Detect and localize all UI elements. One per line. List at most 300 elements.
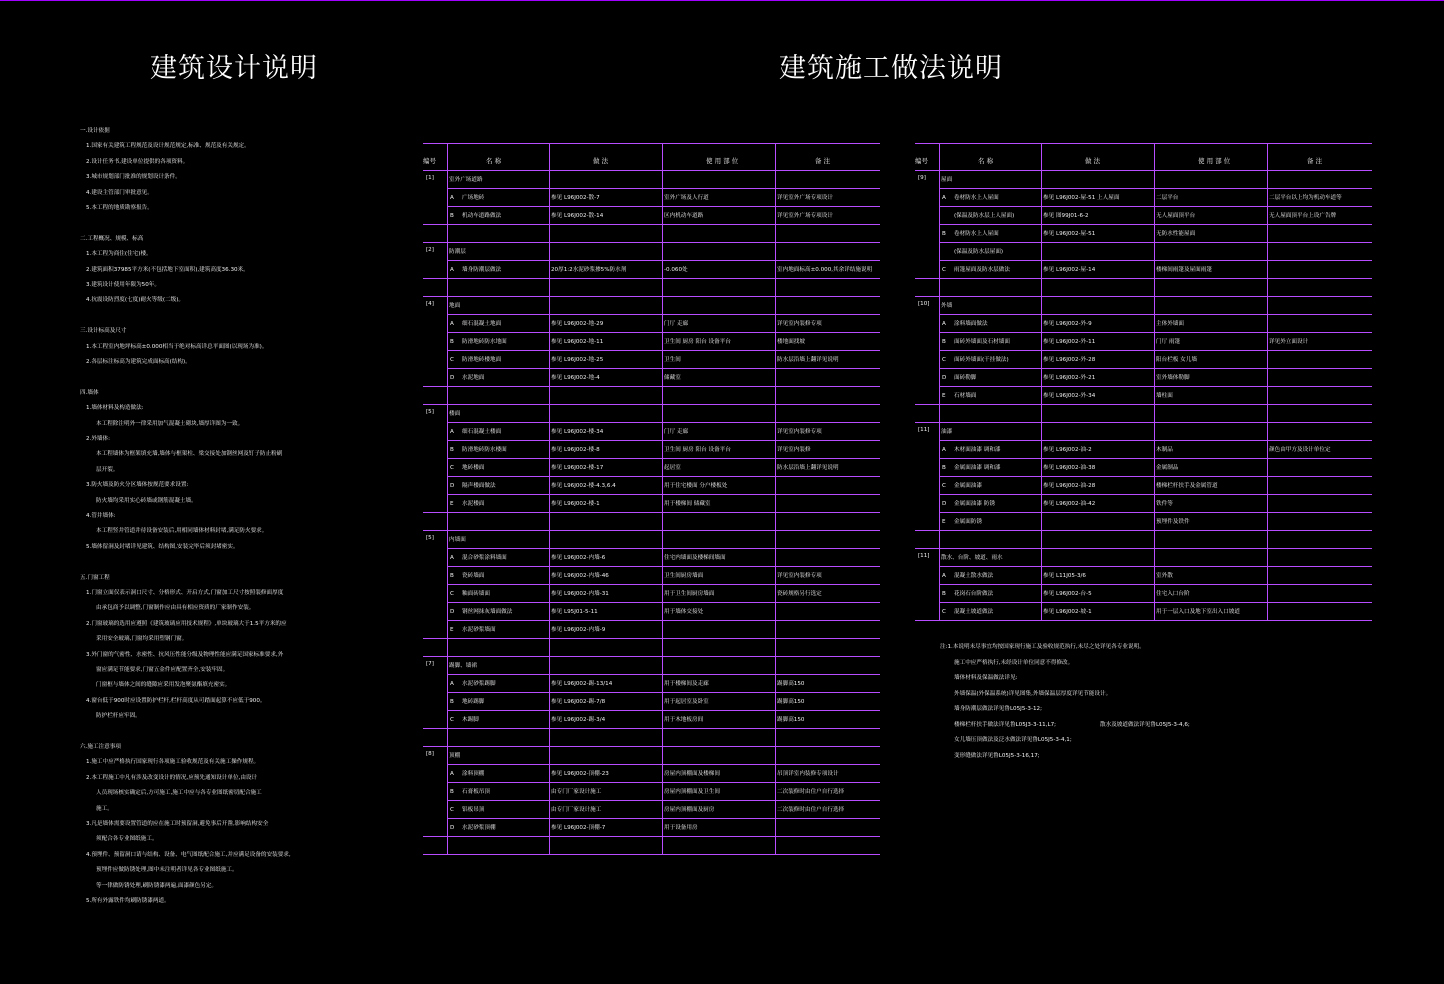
cell-method: 参见 L96J002-楼-17 <box>551 465 604 471</box>
design-note-line: 5.墙体留洞及封堵详见建筑、结构图,安装完毕后须封堵密实。 <box>86 543 239 550</box>
cell-letter: C <box>450 357 454 363</box>
design-note-line: 3.建筑设计使用年限为50年。 <box>86 282 160 288</box>
cell-name: 水泥砂浆顶棚 <box>462 825 496 831</box>
row-line <box>447 764 880 765</box>
cell-name: 涂料墙面做法 <box>954 321 988 327</box>
cell-method: 参见 L96J002-顶棚-23 <box>551 771 609 777</box>
table-top-line <box>423 143 880 144</box>
cell-usage: 用于木地板房间 <box>664 717 704 723</box>
row-line <box>939 458 1372 459</box>
cell-letter: A <box>450 195 454 201</box>
row-line <box>939 314 1372 315</box>
cell-method: 参见 L96J002-散-7 <box>551 195 600 201</box>
cell-method: 参见 L96J002-外-9 <box>1043 321 1092 327</box>
cell-usage: 用于一层入口及地下室出入口坡道 <box>1156 609 1240 615</box>
cell-letter: B <box>450 213 454 219</box>
cell-letter: B <box>942 591 946 597</box>
row-line <box>447 476 880 477</box>
design-note-line: 本工程竖井管道井待设备安装后,用相同墙体材料封堵,满足防火要求。 <box>96 528 268 535</box>
cell-usage: 用于卫生间厨房墙面 <box>664 591 715 597</box>
section-title: 地面 <box>449 303 461 309</box>
cell-name: 混凝土散水做法 <box>954 573 994 579</box>
row-line <box>939 350 1372 351</box>
row-line <box>939 206 1372 207</box>
cell-method: 参见 L96J002-楼-4.3,6.4 <box>551 483 616 489</box>
section-title: 内墙面 <box>449 537 466 543</box>
cell-name: 地砖踢脚 <box>462 699 485 705</box>
cell-letter: D <box>942 501 947 507</box>
design-note-line: 本工程除注明外一律采用加气混凝土砌块,墙厚详图为一致。 <box>96 420 244 427</box>
cell-note: 详见室内装修专项 <box>777 429 822 435</box>
cell-note: 楼地面找坡 <box>777 339 805 345</box>
cell-name: 金属面油漆 <box>954 483 982 489</box>
design-note-line: 2.设计任务书,建设单位提供的各项资料。 <box>86 158 189 165</box>
cell-method: 参见 L96J002-外-21 <box>1043 375 1096 381</box>
section-number: [7] <box>426 661 434 667</box>
cell-letter: B <box>450 789 454 795</box>
cell-letter: C <box>942 609 946 615</box>
cell-method: 参见 图99J01-6-2 <box>1043 213 1089 219</box>
cell-method: 参见 L96J002-踢-7/8 <box>551 699 606 705</box>
table-header-0: 编号 <box>423 157 436 165</box>
cell-name: 石膏板吊顶 <box>462 789 490 795</box>
cell-name: 卷材防水上人屋面 <box>954 231 999 237</box>
cell-letter: A <box>450 681 454 687</box>
cell-note: 踢脚高150 <box>777 717 805 723</box>
cell-method: 参见 L96J002-地-25 <box>551 357 604 363</box>
design-note-line: 四.墙体 <box>80 389 99 396</box>
cell-name: 钢丝网抹灰墙面做法 <box>462 609 513 615</box>
cell-usage: 室外散 <box>1156 573 1173 579</box>
row-line <box>939 332 1372 333</box>
cell-method: 参见 L96J002-坡-1 <box>1043 609 1092 615</box>
row-line <box>915 548 1372 549</box>
cell-usage: 卫生间 厨房 阳台 设备平台 <box>664 339 731 345</box>
row-line <box>915 530 1372 531</box>
cell-note: 防水层沿墙上翻详见说明 <box>777 357 839 363</box>
cell-name: 广场地砖 <box>462 195 485 201</box>
design-note-line: 预埋件应做防锈处理,图中未注明者详见各专业图纸施工。 <box>96 867 238 874</box>
cell-method: 参见 L96J002-踢-3/4 <box>551 717 606 723</box>
row-line <box>423 728 880 729</box>
cell-name: 面砖勒脚 <box>954 375 977 381</box>
cell-name: 混凝土坡道做法 <box>954 609 994 615</box>
row-line <box>447 260 880 261</box>
cell-usage: 用于墙体交接处 <box>664 609 704 615</box>
row-line <box>447 368 880 369</box>
table-top-line <box>915 143 1372 144</box>
cell-letter: A <box>942 573 946 579</box>
design-note-line: 4.管井墙体: <box>86 513 116 519</box>
cell-usage: 阳台栏板 女儿墙 <box>1156 357 1197 363</box>
row-line <box>939 224 1372 225</box>
row-line <box>939 386 1372 387</box>
cell-method: 参见 L11J05-3/6 <box>1043 573 1086 579</box>
row-line <box>447 458 880 459</box>
cell-usage: 用于楼梯间 储藏室 <box>664 501 711 507</box>
construction-methods-title: 建筑施工做法说明 <box>779 53 1003 84</box>
cell-name: 水泥地面 <box>462 375 485 381</box>
cell-usage: 卫生间厨房墙面 <box>664 573 704 579</box>
row-line <box>915 620 1372 621</box>
design-note-line: 4.窗台低于900时应设置防护栏杆,栏杆高度从可踏面起算不应低于900。 <box>86 697 266 704</box>
row-line <box>447 314 880 315</box>
row-line <box>447 548 880 549</box>
cell-method: 参见 L95J01-5-11 <box>551 609 598 615</box>
row-line <box>423 224 880 225</box>
cell-name: 金属面油漆 调和漆 <box>954 465 1001 471</box>
row-line <box>939 188 1372 189</box>
cell-letter: D <box>450 609 455 615</box>
cell-usage: 门厅 走廊 <box>664 429 689 435</box>
design-note-line: 1.施工中应严格执行国家现行各项施工验收规范及有关施工操作规程。 <box>86 759 260 766</box>
remark-line: 注:1.本说明未尽事宜均按国家现行施工及验收规范执行,未尽之处详见各专业说明。 <box>940 644 1145 650</box>
section-number: [10] <box>918 301 930 307</box>
cell-name: 石材墙面 <box>954 393 977 399</box>
section-number: [11] <box>918 427 930 433</box>
cell-letter: B <box>942 231 946 237</box>
cell-usage: 铁件等 <box>1156 501 1173 507</box>
cell-usage: 房屋内顶棚面及卫生间 <box>664 789 720 795</box>
cell-note: 二次装修时由住户自行选择 <box>777 789 845 795</box>
cell-note: 吊顶详室内装修专项设计 <box>777 771 839 777</box>
cell-method: 参见 L96J002-地-4 <box>551 375 600 381</box>
cell-note: 详见室内装修专项 <box>777 573 822 579</box>
design-note-line: 3.外门窗的气密性、水密性、抗风压性能分级及物理性能应满足国家标准要求,外 <box>86 651 284 658</box>
section-number: [2] <box>426 247 434 253</box>
cell-letter: B <box>450 573 454 579</box>
cell-letter: E <box>450 501 454 507</box>
cell-name: 墙身防潮层做法 <box>462 267 502 273</box>
cell-letter: E <box>450 627 454 633</box>
row-line <box>915 422 1372 423</box>
design-note-line: 2.本工程施工中凡有涉及改变设计的情况,应预先通知设计单位,由设计 <box>86 774 258 781</box>
cell-method: 参见 L96J002-屋-14 <box>1043 267 1096 273</box>
cell-method: 参见 L96J002-地-11 <box>551 339 604 345</box>
cell-method: 参见 L96J002-油-42 <box>1043 501 1096 507</box>
row-line <box>447 188 880 189</box>
cell-usage: 楼梯间雨篷及屋面雨篷 <box>1156 267 1212 273</box>
cell-note: 室内地面标高±0.000,其余详结施说明 <box>777 267 873 273</box>
cell-usage: 二层平台 <box>1156 195 1179 201</box>
table-header-3: 使 用 部 位 <box>1198 157 1231 165</box>
cell-letter: C <box>450 807 454 813</box>
design-note-line: 等一律做防锈处理,刷防锈漆两遍,面漆颜色另定。 <box>96 882 218 889</box>
cell-letter: B <box>942 465 946 471</box>
design-note-line: 4.预埋件、预留洞口请与结构、设备、电气图纸配合施工,并应满足设备的安装要求, <box>86 851 291 858</box>
cell-usage: 用于设备用房 <box>664 825 698 831</box>
design-note-line: 1.墙体材料及构造做法: <box>86 405 144 412</box>
table-header-line <box>915 170 1372 171</box>
cell-method: 参见 L96J002-内墙-6 <box>551 555 606 561</box>
cell-usage: 住宅入口台阶 <box>1156 591 1190 597</box>
design-note-line: 3.城市规划部门批准的规划设计条件。 <box>86 174 181 181</box>
design-note-line: 窗应满足节能要求,门窗五金件应配置齐全,安装牢固。 <box>96 667 229 673</box>
cell-letter: C <box>942 357 946 363</box>
cell-name: 水泥楼面 <box>462 501 485 507</box>
cell-letter: A <box>942 321 946 327</box>
cell-name: 面砖外墙面(干挂做法) <box>954 357 1009 363</box>
cell-note: 详见室内装修专项 <box>777 321 822 327</box>
cell-usage: 门厅 走廊 <box>664 321 689 327</box>
cell-method: 由专门厂家设计施工 <box>551 789 602 795</box>
cell-method: 参见 L96J002-油-38 <box>1043 465 1096 471</box>
cell-method: 由专门厂家设计施工 <box>551 807 602 813</box>
row-line <box>939 584 1372 585</box>
cell-method: 参见 L96J002-楼-34 <box>551 429 604 435</box>
cell-method: 20厚1:2水泥砂浆掺5%防水剂 <box>551 267 627 273</box>
row-line <box>447 782 880 783</box>
design-note-line: 二.工程概况、规模、标高 <box>80 235 144 242</box>
design-note-line: 3.凡是墙体需要设置管道的应在施工时预留洞,避免事后开凿,影响结构安全 <box>86 821 269 827</box>
remark-line: 女儿墙压顶做法及泛水做法详见鲁L05J5-3-4,1; <box>954 737 1072 743</box>
cell-note: 二次装修时由住户自行选择 <box>777 807 845 813</box>
cell-letter: D <box>450 483 455 489</box>
cell-usage: 室外墙体勒脚 <box>1156 375 1190 381</box>
cell-note: 详见室外广场专项设计 <box>777 195 833 201</box>
design-note-line: 2.各层标注标高为建筑完成面标高(结构)。 <box>86 359 191 365</box>
row-line <box>939 602 1372 603</box>
table-header-0: 编号 <box>915 157 928 165</box>
cell-name: 铝板吊顶 <box>462 807 485 813</box>
row-line <box>447 692 880 693</box>
row-line <box>915 296 1372 297</box>
section-number: [8] <box>426 751 434 757</box>
cell-name: 金属面油漆 防锈 <box>954 501 995 507</box>
section-number: [5] <box>426 535 434 541</box>
cell-usage: 墙柱面 <box>1156 393 1173 399</box>
cell-name: 机动车道路做法 <box>462 213 502 219</box>
cell-note: 二层平台以上均为机动车道等 <box>1269 195 1342 201</box>
cell-note: 详见室内装修 <box>777 447 811 453</box>
row-line <box>447 440 880 441</box>
cell-name: 木踢脚 <box>462 717 479 723</box>
cell-method: 参见 L96J002-外-34 <box>1043 393 1096 399</box>
cell-name: 金属面防锈 <box>954 519 982 525</box>
remark-line: 外墙保温(外保温系统)详见图集,外墙保温层厚度详见节能设计。 <box>954 690 1112 697</box>
row-line <box>423 530 880 531</box>
row-line <box>447 332 880 333</box>
cell-method: 参见 L96J002-油-28 <box>1043 483 1096 489</box>
row-line <box>447 206 880 207</box>
cell-name: 卷材防水上人屋面 <box>954 195 999 201</box>
cell-note: 详见外立面设计 <box>1269 339 1309 345</box>
design-note-line: 须配合各专业图纸施工。 <box>96 836 158 843</box>
row-line <box>447 494 880 495</box>
section-title: 外墙 <box>941 303 953 309</box>
cell-name: 面砖外墙面及石材墙面 <box>954 339 1010 345</box>
table-col-divider <box>775 143 776 854</box>
design-note-line: 六.施工注意事项 <box>80 744 121 750</box>
cell-letter: E <box>942 519 946 525</box>
design-note-line: 五.门窗工程 <box>80 574 110 581</box>
row-line <box>423 242 880 243</box>
cell-letter: C <box>450 591 454 597</box>
remark-line: 楼梯栏杆扶手做法详见鲁L05J3-3-11,L7; <box>954 721 1057 728</box>
cell-usage: 用于起居室及卧室 <box>664 699 709 705</box>
design-note-line: 2.门窗玻璃的选用应遵照《建筑玻璃应用技术规程》,单块玻璃大于1.5平方米的应 <box>86 620 287 627</box>
section-title: 楼面 <box>449 411 461 417</box>
cell-usage: 用于楼梯间及走廊 <box>664 681 709 687</box>
cell-usage: 储藏室 <box>664 375 681 381</box>
remark-line: 墙身防潮层做法详见鲁L05J5-3-12; <box>954 706 1042 712</box>
cell-note: 颜色由甲方及设计单位定 <box>1269 447 1331 453</box>
section-number: [9] <box>918 175 926 181</box>
row-line <box>939 512 1372 513</box>
cell-usage: 主体外墙面 <box>1156 321 1184 327</box>
row-line <box>939 260 1372 261</box>
cell-letter: A <box>450 321 454 327</box>
cell-name: 瓷砖墙面 <box>462 573 485 579</box>
row-line <box>447 602 880 603</box>
cell-method: 参见 L96J002-顶棚-7 <box>551 825 606 831</box>
cell-method: 参见 L96J002-内墙-31 <box>551 591 609 597</box>
row-line <box>423 386 880 387</box>
cell-usage: 预埋件及铁件 <box>1156 519 1190 525</box>
section-title: 踢脚、墙裙 <box>449 663 477 669</box>
cell-usage: 木制品 <box>1156 447 1173 453</box>
cell-letter: E <box>942 393 946 399</box>
row-line <box>423 656 880 657</box>
cell-method: 参见 L96J002-屋-51 <box>1043 231 1096 237</box>
design-note-line: 门窗框与墙体之间的缝隙应采用发泡聚氨酯填充密实。 <box>96 682 231 689</box>
cell-letter: C <box>450 465 454 471</box>
cell-method: 参见 L96J002-散-14 <box>551 213 604 219</box>
design-note-line: 4.建设主管部门审批意见。 <box>86 189 153 196</box>
cell-usage: 房屋内顶棚面及厨房 <box>664 807 715 813</box>
cell-name: 混合砂浆涂料墙面 <box>462 555 507 561</box>
design-note-line: 层开裂。 <box>96 466 119 473</box>
cell-note: 瓷砖规格另行选定 <box>777 591 822 597</box>
section-number: [11] <box>918 553 930 559</box>
design-note-line: 采用安全玻璃,门窗均采用塑钢门窗。 <box>96 636 188 643</box>
table-header-2: 做 法 <box>593 157 609 165</box>
design-note-line: 1.国家有关建筑工程规范及设计规范规定,标准、规范及有关规定。 <box>86 143 250 150</box>
cell-name: 细石混凝土楼面 <box>462 429 502 435</box>
design-note-line: 由承包商予以调整,门窗制作应由具有相应资质的厂家制作安装。 <box>96 605 255 612</box>
remark-line: 散水及坡道做法详见鲁L05J5-3-4,6; <box>1100 721 1190 728</box>
cell-method: 参见 L96J002-楼-1 <box>551 501 600 507</box>
cell-letter: C <box>942 483 946 489</box>
section-title: 油漆 <box>941 429 953 435</box>
design-note-line: 本工程墙体为框架填充墙,墙体与框架柱、梁交接处加钢丝网及钉子防止粉刷 <box>96 451 283 458</box>
cell-usage: 住宅内墙面及楼梯间墙面 <box>664 555 726 561</box>
cell-letter: D <box>450 375 455 381</box>
design-note-line: 人员现场核实确定后,方可施工,施工中应与各专业图纸密切配合施工 <box>96 790 262 797</box>
section-title: 防潮层 <box>449 249 466 255</box>
design-note-line: 5.所有外露铁件均刷防锈漆两道。 <box>86 898 170 904</box>
row-line <box>423 638 880 639</box>
row-line <box>447 620 880 621</box>
design-note-line: 防护栏杆应牢固。 <box>96 713 141 720</box>
table-header-2: 做 法 <box>1085 157 1101 165</box>
cell-note: 无人屋面顶平台上设广告牌 <box>1269 213 1337 219</box>
cell-method: 参见 L96J002-楼-8 <box>551 447 600 453</box>
cell-name: 水泥砂浆墙面 <box>462 627 496 633</box>
section-title: 散水、台阶、坡道、雨水 <box>941 555 1003 561</box>
row-line <box>447 710 880 711</box>
cell-method: 参见 L96J002-油-2 <box>1043 447 1092 453</box>
top-border-line <box>0 0 1444 1</box>
row-line <box>939 440 1372 441</box>
cell-method: 参见 L96J002-内墙-9 <box>551 627 606 633</box>
cell-letter: B <box>450 339 454 345</box>
cell-usage: 卫生间 厨房 阳台 设备平台 <box>664 447 731 453</box>
row-line <box>939 476 1372 477</box>
row-line <box>915 404 1372 405</box>
cell-usage: 门厅 雨篷 <box>1156 339 1181 345</box>
cell-name: 花岗石台阶做法 <box>954 591 994 597</box>
cell-letter: A <box>450 771 454 777</box>
table-col-divider <box>662 143 663 854</box>
cell-usage: -0.060处 <box>664 267 688 273</box>
cell-letter: B <box>450 447 454 453</box>
table-header-4: 备 注 <box>1307 157 1323 165</box>
cell-name: 防滑地砖防水地面 <box>462 339 507 345</box>
cell-letter: A <box>942 447 946 453</box>
cell-usage: 卫生间 <box>664 357 681 363</box>
cell-letter: C <box>942 267 946 273</box>
section-number: [5] <box>426 409 434 415</box>
cell-name: 雨篷屋面及防水层做法 <box>954 267 1010 273</box>
row-line <box>939 368 1372 369</box>
row-line <box>447 800 880 801</box>
cell-name: (保温及防水层上人屋面) <box>954 213 1015 219</box>
cell-usage: 用于住宅楼面 分户楼板处 <box>664 483 728 489</box>
cell-method: 参见 L96J002-踢-13/14 <box>551 681 613 687</box>
row-line <box>423 278 880 279</box>
design-note-line: 2.外墙体: <box>86 436 111 442</box>
cell-usage: 无防水性能屋面 <box>1156 231 1196 237</box>
section-title: 屋面 <box>941 177 953 183</box>
cell-letter: D <box>450 825 455 831</box>
section-number: [1] <box>426 175 434 181</box>
row-line <box>423 512 880 513</box>
remark-line: 变形缝做法详见鲁L05J5-3-16,17; <box>954 752 1040 759</box>
row-line <box>423 404 880 405</box>
table-header-4: 备 注 <box>815 157 831 165</box>
design-note-line: 三.设计标高及尺寸 <box>80 328 127 335</box>
cell-letter: D <box>942 375 947 381</box>
row-line <box>939 566 1372 567</box>
row-line <box>447 350 880 351</box>
cell-usage: 金属制品 <box>1156 465 1179 471</box>
design-note-line: 1.门窗立面仅表示洞口尺寸、分格形式、开启方式,门窗加工尺寸按照装修面厚度 <box>86 590 284 596</box>
cell-method: 参见 L96J002-地-29 <box>551 321 604 327</box>
design-note-line: 4.抗震设防烈度(七度)耐火等级(二级)。 <box>86 297 184 304</box>
section-title: 室外广场道路 <box>449 177 483 183</box>
cell-letter: B <box>942 339 946 345</box>
table-col-divider <box>549 143 550 854</box>
remark-line: 施工中应严格执行,未经设计单位同意不得修改。 <box>954 659 1074 666</box>
row-line <box>447 566 880 567</box>
cell-name: 防滑地砖防水楼面 <box>462 447 507 453</box>
cell-letter: A <box>450 267 454 273</box>
cell-usage: 室外广场及人行道 <box>664 195 709 201</box>
cell-method: 参见 L96J002-内墙-46 <box>551 573 609 579</box>
cell-name: 涂料顶棚 <box>462 771 485 777</box>
cell-note: 踢脚高150 <box>777 699 805 705</box>
row-line <box>447 674 880 675</box>
table-header-1: 名 称 <box>486 157 502 165</box>
section-title: 顶棚 <box>449 753 461 759</box>
design-note-line: 一.设计依据 <box>80 128 110 134</box>
table-header-1: 名 称 <box>978 157 994 165</box>
row-line <box>423 296 880 297</box>
row-line <box>939 242 1372 243</box>
design-note-line: 5.本工程的地质勘察报告。 <box>86 205 153 211</box>
row-line <box>423 854 880 855</box>
